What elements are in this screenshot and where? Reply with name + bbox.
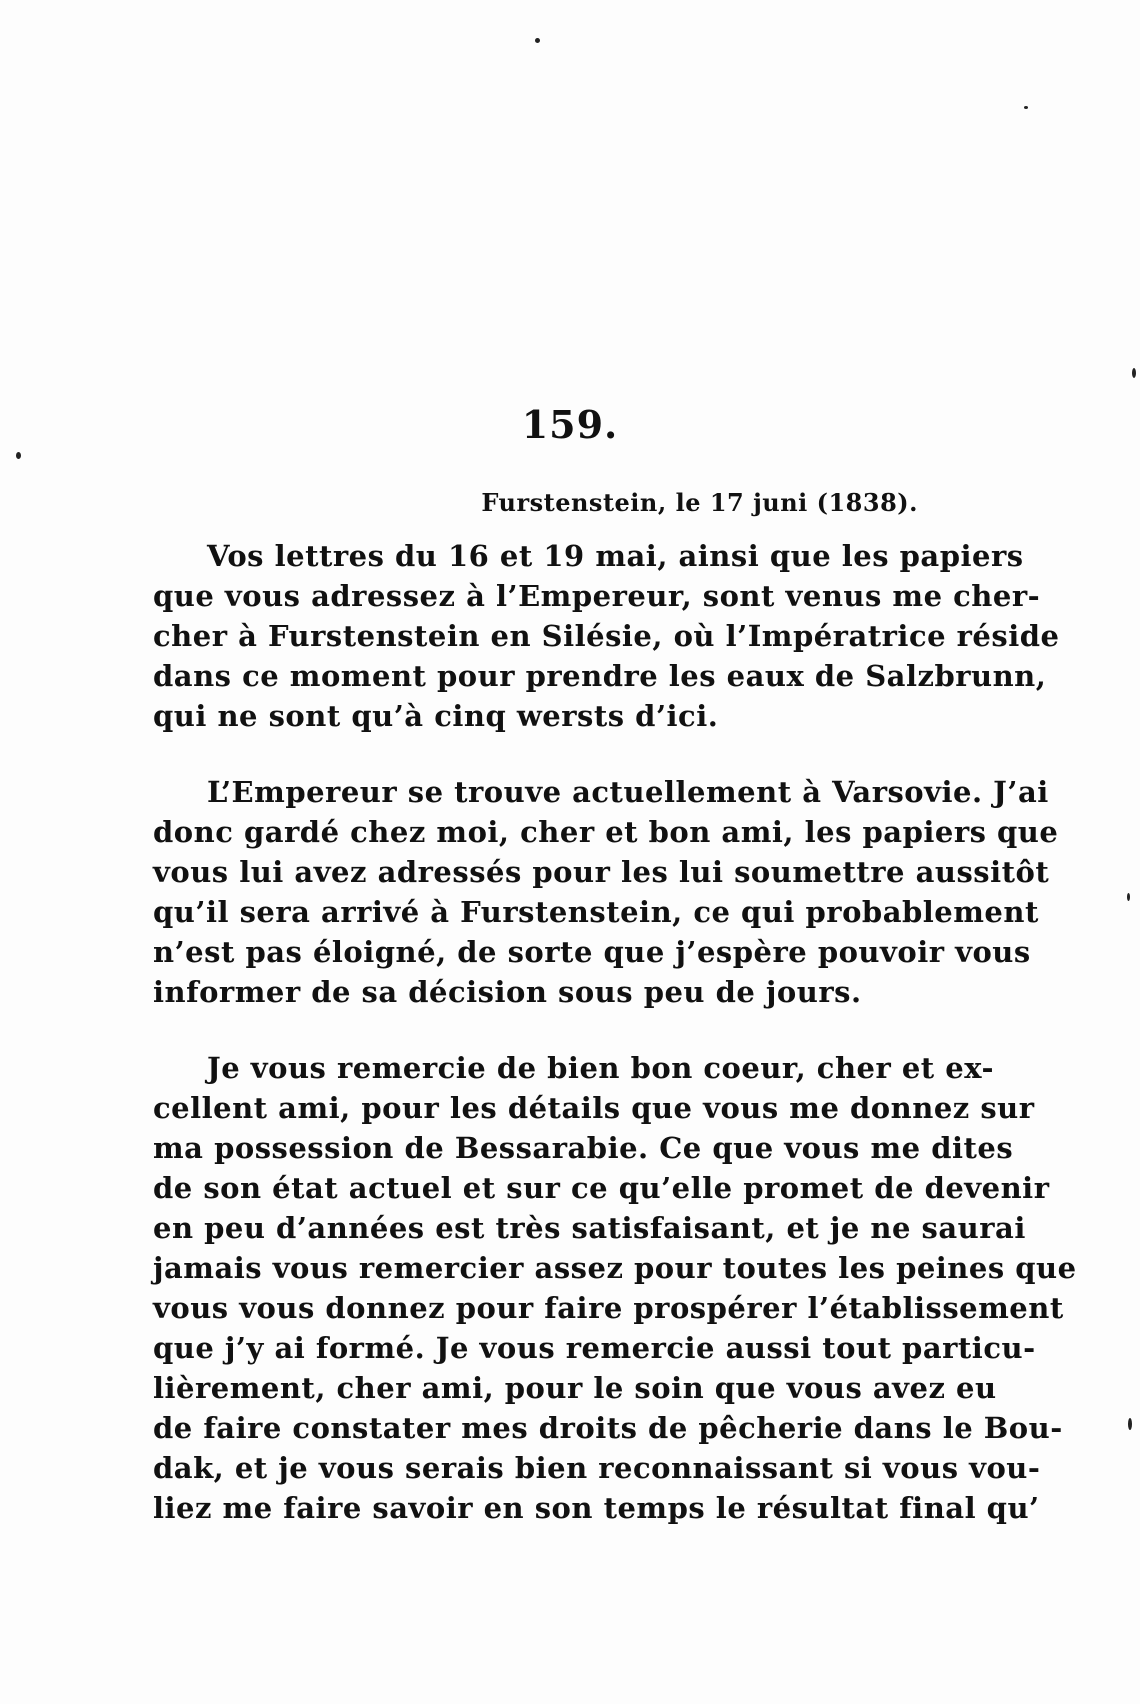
text-line: informer de sa décision sous peu de jours. [153, 975, 862, 1009]
text-line: vous lui avez adressés pour les lui soumettre aussitôt [153, 855, 1050, 889]
text-line: vous vous donnez pour faire prospérer l’établissement [153, 1291, 1064, 1325]
text-line: L’Empereur se trouve actuellement à Varsovie. J’ai [207, 775, 1049, 809]
text-line: qu’il sera arrivé à Furstenstein, ce qui probablement [153, 895, 1039, 929]
text-line: en peu d’années est très satisfaisant, et je ne saurai [153, 1211, 1026, 1245]
paragraph-gap [153, 1012, 981, 1048]
text-line: n’est pas éloigné, de sorte que j’espère pouvoir vous [153, 935, 1031, 969]
scan-speck [16, 452, 21, 459]
text-line: jamais vous remercier assez pour toutes les peines que [153, 1251, 1077, 1285]
paragraph-gap [153, 736, 981, 772]
text-line: liez me faire savoir en son temps le résultat final qu’ [153, 1491, 1040, 1525]
paragraph-3 [153, 1048, 1077, 1528]
letter-body [153, 536, 1077, 1528]
text-line: qui ne sont qu’à cinq wersts d’ici. [153, 699, 719, 733]
scan-speck [1127, 893, 1130, 901]
text-line: cellent ami, pour les détails que vous me donnez sur [153, 1091, 1035, 1125]
scan-speck [1128, 1418, 1132, 1430]
text-line: lièrement, cher ami, pour le soin que vous avez eu [153, 1371, 997, 1405]
text-line: de faire constater mes droits de pêcherie dans le Bou- [153, 1411, 1063, 1445]
paragraph-1 [153, 536, 1060, 736]
text-line: dans ce moment pour prendre les eaux de Salzbrunn, [153, 659, 1047, 693]
text-line: dak, et je vous serais bien reconnaissant si vous vou- [153, 1451, 1041, 1485]
text-line: ma possession de Bessarabie. Ce que vous me dites [153, 1131, 1014, 1165]
text-line: cher à Furstenstein en Silésie, où l’Impératrice réside [153, 619, 1060, 653]
text-line: que j’y ai formé. Je vous remercie aussi tout particu- [153, 1331, 1036, 1365]
scan-speck [1132, 368, 1136, 378]
text-line: Je vous remercie de bien bon coeur, cher et ex- [207, 1051, 995, 1085]
paragraph-2 [153, 772, 1059, 1012]
text-line: donc gardé chez moi, cher et bon ami, les papiers que [153, 815, 1059, 849]
text-line: de son état actuel et sur ce qu’elle promet de devenir [153, 1171, 1050, 1205]
text-line: Vos lettres du 16 et 19 mai, ainsi que les papiers [207, 539, 1024, 573]
scan-speck [1024, 106, 1028, 109]
dateline: Furstenstein, le 17 juni (1838). [481, 488, 918, 517]
scan-speck [535, 38, 540, 43]
letter-number: 159. [521, 402, 619, 447]
text-line: que vous adressez à l’Empereur, sont venus me cher- [153, 579, 1041, 613]
